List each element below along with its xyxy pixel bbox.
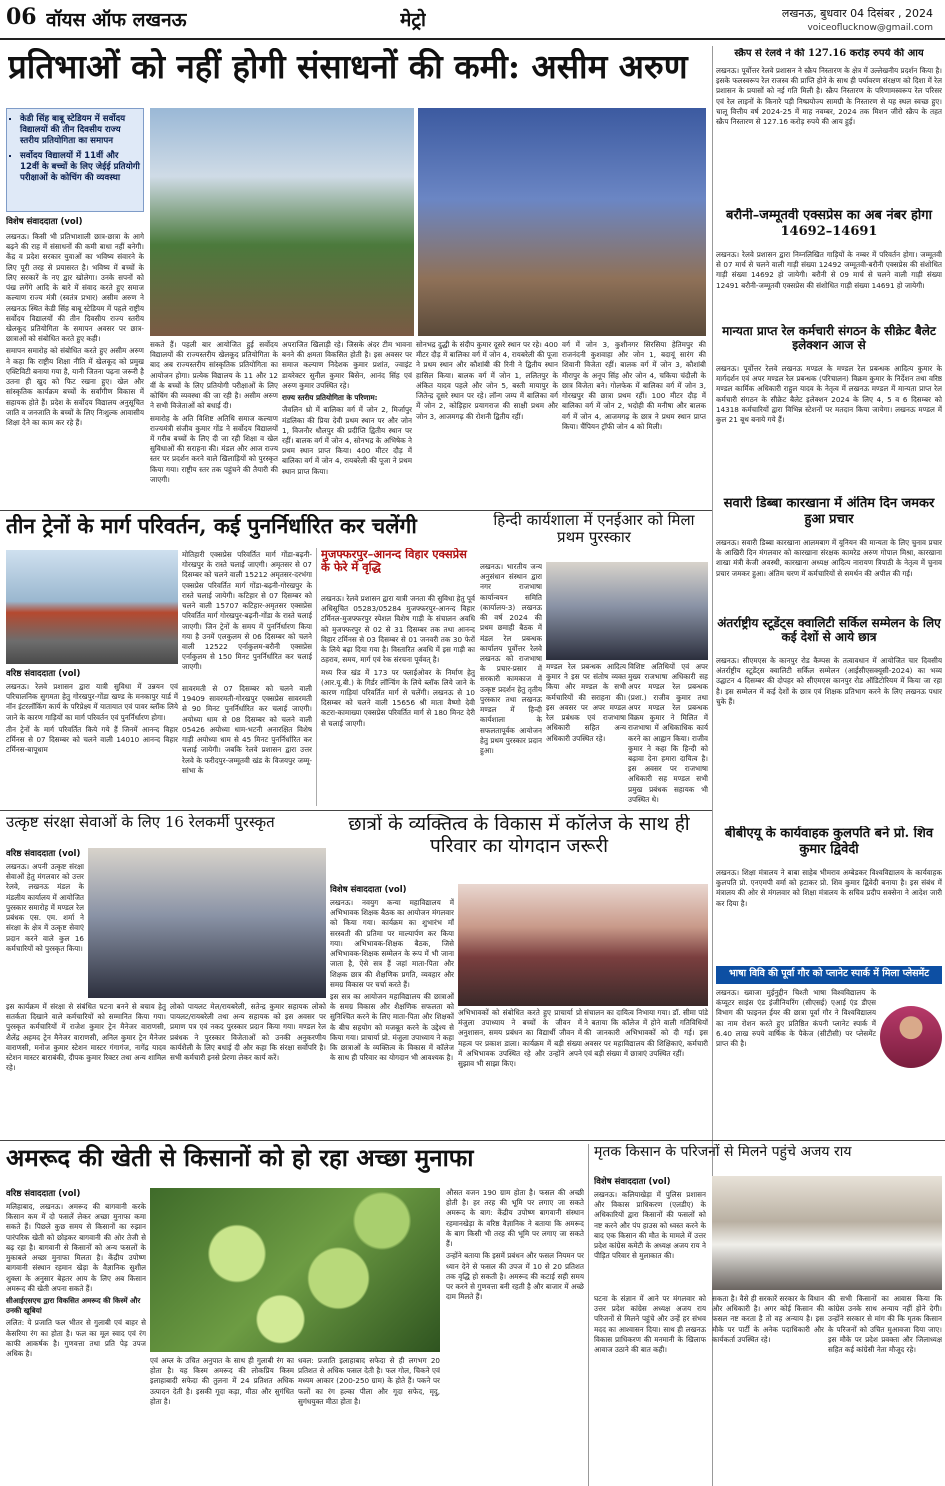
paragraph: लखनऊ। ख्वाजा मुईनुद्दीन चिश्ती भाषा विश्वविद्यालय के कंप्यूटर साइंस एंड इंजीनियरिंग (सीएसई) एआई एंड डीएस विभाग की फाइनल ईयर की छात्रा पूर्वा गौर ने विश्वविद्यालय का नाम रोशन करते हुए प्रतिष्ठित कंपनी प्लानेट स्पार्क में 6.40 लाख रुपये वार्षिक के पैकेज (सीटीसी) पर प्लेसमेंट प्राप्त की है। — [716, 988, 876, 1049]
byline-text: वरिष्ठ संवाददाता — [6, 1189, 56, 1199]
hindi-award-photo — [546, 562, 708, 660]
sidebar-story2-body — [716, 250, 942, 322]
guava-column-4 — [446, 1188, 584, 1482]
guava-column-3 — [298, 1356, 440, 1482]
paragraph: धवल: प्रजाति इलाहाबाद सफेदा से ही लगभग 20 प्रतिशत से अधिक फसल देती है। फल गोल, चिकने एवं मध्यम आकार (200-250 ग्राम) के होते हैं। पकने पर फलों का रंग हल्का पीला और गूदा सफेद, मृदु, सुगंधयुक्त मीठा होता है। — [298, 1356, 440, 1406]
contact-email: voiceoflucknow@gmail.com — [807, 23, 933, 33]
paragraph: उन्होंने बताया कि इसमें प्रबंधन और फसल नियमन पर ध्यान देने से फसल की उपज में 10 से 20 प्रतिशत तक वृद्धि हो सकती है। अमरूद की कटाई सही समय पर करने से गुणवत्ता बनी रहती है और बाजार में अच्छे दाम मिलते हैं। — [446, 1251, 584, 1302]
paragraph: औसत वजन 190 ग्राम होता है। फसल की अच्छी होती है। हर तरह की भूमि पर लगाए जा सकते अमरूद के बाग: केंद्रीय उपोष्ण बागवानी संस्थान रहमानखेड़ा के वरिष्ठ वैज्ञानिक ने बताया कि अमरूद के बाग किसी भी तरह की भूमि पर लगाए जा सकते हैं। — [446, 1188, 584, 1249]
hindi-column-2 — [546, 662, 626, 806]
guava-byline — [6, 1188, 146, 1199]
sidebar-story3-headline: मान्यता प्राप्त रेल कर्मचारी संगठन के सीक्रेट बैलेट इलेक्शन आज से — [722, 324, 936, 353]
college-meeting-photo — [458, 884, 708, 1006]
lead-headline: प्रतिभाओं को नहीं होगी संसाधनों की कमी: असीम अरुण — [8, 48, 688, 86]
college-headline: छात्रों के व्यक्तित्व के विकास में कॉलेज के साथ ही परिवार का योगदान जरूरी — [348, 814, 690, 857]
lead-column-3 — [282, 340, 412, 508]
sidebar-story4-body — [716, 538, 942, 614]
sidebar-story3-body — [716, 364, 942, 494]
college-column-3 — [584, 1008, 708, 1136]
paragraph: समापन समारोह को संबोधित करते हुए असीम अरुण ने कहा कि राष्ट्रीय शिक्षा नीति में खेलकूद को प्रमुख एक्टिविटी बनाया गया है, यानी जितना पढ़ना जरूरी है उतना ही खुद को फिट रखना हुए। खेल और सांस्कृतिक कार्यक्रम बच्चों के सर्वांगीण विकास में सहायक होते हैं। प्रदेश के सर्वोदय विद्यालय अनुसूचित जाति व जनजाति के बच्चों के लिए निःशुल्क आवासीय शिक्षा देने का काम कर रहे हैं। — [6, 346, 144, 427]
paragraph: तीन ट्रेनों के मार्ग परिवर्तित किये गये हैं जिनमें आनन्द विहार टर्मिनस से 07 दिसम्बर को चलने वाली 14010 आनन्द विहार टर्मिनस-बापूधाम — [6, 724, 178, 755]
award-headline: उत्कृष्ट संरक्षा सेवाओं के लिए 16 रेलकर्मी पुरस्कृत — [6, 814, 275, 831]
award-column-3 — [170, 1002, 326, 1136]
sidebar-story1-body — [716, 66, 942, 206]
section-divider — [0, 810, 712, 811]
paragraph: लखनऊ। सवारी डिब्बा कारखाना आलमबाग में यूनियन की मान्यता के लिए चुनाव प्रचार के आखिरी दिन मंगलवार को कारखाना संरक्षक कामरेड अरुण गोपाल मिश्रा, कारखाना शाखा मंत्री केजी अवस्थी, कारखाना अध्यक्ष आदित्य नारायण त्रिपाठी के नेतृत्व में चुनाव प्रचार जमकर हुआ। अंतिम चरण में कर्मचारियों से समर्थन की अपील की गई। — [716, 538, 942, 578]
paragraph: अभिभावकों को संबोधित करते हुए प्राचार्या प्रो मंजुला उपाध्याय ने बच्चों के जीवन में अनुशासन, समय प्रबंधन का विद्यार्थी जीवन में महत्व पर प्रकाश डाला। कार्यक्रम में बड़ी संख्या में अभिभावक उपस्थित रहे और उन्होंने अपने सुझाव भी साझा किए। — [458, 1008, 582, 1069]
sidebar-story7-body — [716, 988, 876, 1136]
guava-column-2 — [150, 1356, 294, 1482]
paragraph: लोको पायलट मेल/रायबरेली, सतेन्द्र कुमार सहायक लोको पायलट/रायबरेली तथा अन्य सहायक को इस अवसर पर प्रमाण पत्र एवं नकद पुरस्कार प्रदान किया गया। मण्डल रेल प्रबंधक ने पुरस्कार विजेताओं को उनकी अनुकरणीय कार्यशैली के लिए बधाई दी और कहा कि संरक्षा सर्वोपरि है। सभी कर्मचारी इनसे प्रेरणा लेकर कार्य करें। — [170, 1002, 326, 1063]
award-column-1 — [6, 862, 84, 1000]
paragraph: लखनऊ। शिक्षा मंत्रालय ने बाबा साहेब भीमराव अम्बेडकर विश्वविद्यालय के कार्यवाहक कुलपति प्रो. एनएमपी वर्मा को हटाकर प्रो. शिव कुमार द्विवेदी बनाया है। इस संबंध में मंत्रालय की ओर से मंगलवार को शिक्षा मंत्रालय के सचिव प्रदीप सक्सेना ने आदेश जारी कर दिया है। — [716, 868, 942, 908]
paragraph: लखनऊ। रेलवे प्रशासन द्वारा यात्री जनता की सुविधा हेतु पूर्व अधिसूचित 05283/05284 मुजफ्फरपुर-आनन्द विहार टर्मिनल-मुजफ्फरपुर स्पेशल विशेष गाड़ी के संचालन अवधि को मुजफ्फरपुर से 02 से 31 दिसम्बर तक तथा आनन्द विहार टर्मिनस से 03 दिसम्बर से 01 जनवरी तक 30 फेरों के लिये बढ़ा दिया गया है। विस्तारित अवधि में इस गाड़ी का ठहराव, समय, मार्ग एवं रेक संरचना पूर्ववत् है। — [321, 594, 475, 665]
sidebar-story6-headline: बीबीएयू के कार्यवाहक कुलपति बने प्रो. शिव कुमार द्विवेदी — [724, 826, 934, 857]
farmer-byline — [594, 1176, 724, 1187]
hindi-headline: हिन्दी कार्यशाला में एनईआर को मिला प्रथम पुरस्कार — [493, 512, 695, 547]
sidebar-story6-body — [716, 868, 942, 964]
guava-headline: अमरूद की खेती से किसानों को हो रहा अच्छा मुनाफा — [6, 1144, 474, 1172]
column-divider — [588, 1144, 589, 1486]
paragraph: संचालन का दायित्व निभाया गया। डॉ. सीमा पांडे ने बताया कि कॉलेज में होने वाली गतिविधियों की जानकारी अभिभावकों को दी गई। इस अवसर पर महाविद्यालय की शिक्षिकाएं, कर्मचारी एवं बड़ी संख्या में छात्राएं उपस्थित रहीं। — [584, 1008, 708, 1058]
sidebar-story2-headline: बरौनी–जम्मूतवी एक्सप्रेस का अब नंबर होगा 14692–14691 — [726, 208, 932, 239]
guava-subhead: सीआईएसएच द्वारा विकसित अमरूद की किस्में और उनकी खूबियां — [6, 1295, 141, 1316]
muzaffarpur-body — [321, 594, 475, 804]
lead-photo-ceremony — [418, 108, 706, 336]
paragraph: मण्डल रेल प्रबन्धक आदित्य कुमार ने इस पर संतोष व्यक्त किया और मण्डल के सभी कर्मचारियों की सराहना की। इस अवसर पर अपर मण्डल रेल प्रबंधक एवं राजभाषा अधिकारी सहित अन्य अधिकारी उपस्थित रहे। — [546, 662, 626, 743]
paragraph: सकता है। वैसे ही सरकारें सरकार के विधान और अधिकारी है। अगर कोई किसान की फसल नष्ट करता है तो वह अन्याय है। इस मौके पर पार्टी के अनेक पदाधिकारी और कार्यकर्ता उपस्थित रहे। — [712, 1294, 824, 1344]
paragraph: लखनऊ। पूर्वोत्तर रेलवे लखनऊ मण्डल के मण्डल रेल प्रबन्धक आदित्य कुमार के मार्गदर्शन एवं अपर मण्डल रेल प्रबन्धक (परिचालन) विक्रम कुमार के निर्देशन तथा वरिष्ठ मण्डल कार्मिक अधिकारी राहुल यादव के नेतृत्व में लखनऊ मण्डल में मान्यता प्राप्त रेल कर्मचारी संगठन के सीक्रेट बैलेट इलेक्शन 2024 के लिए 4, 5 व 6 दिसम्बर को 14318 कर्मचारियों द्वारा विभिन्न स्टेशनों पर मतदान किया जायेगा। लखनऊ मण्डल में कुल 21 बूथ बनाये गये हैं। — [716, 364, 942, 425]
masthead — [0, 0, 945, 40]
lead-byline — [6, 216, 146, 227]
sidebar-story4-headline: सवारी डिब्बा कारखाना में अंतिम दिन जमकर हुआ प्रचार — [723, 496, 935, 527]
paragraph: मोतिहारी एक्सप्रेस परिवर्तित मार्ग गोंडा-बढ़नी-गोरखपुर के रास्ते चलाई जाएगी। अमृतसर से 07 दिसम्बर को चलने वाली 15212 अमृतसर-दरभंगा एक्सप्रेस परिवर्तित मार्ग गोंडा-बढ़नी-गोरखपुर के रास्ते चलाई जायेगी। कटिहार से 07 दिसम्बर को चलने वाली 15707 कटिहार-अमृतसर एक्सप्रेस परिवर्तित मार्ग गोरखपुर-बढ़नी-गोंडा के रास्ते चलाई जाएगी। जिन ट्रेनों के समय में पुनर्निर्धारण किया गया है उनमें एलकुलम से 06 दिसम्बर को चलने वाली 12522 एर्नाकुलम-बरौनी एक्सप्रेस एर्नाकुलम से 150 मिनट पुनर्निर्धारित कर चलाई जाएगी। — [182, 550, 312, 672]
train-column-3 — [182, 684, 312, 806]
byline-text: विशेष संवाददाता — [330, 885, 382, 895]
sidebar-story5-body — [716, 656, 942, 824]
sidebar-story5-headline: अंतर्राष्ट्रीय स्टूडेंट्स क्वालिटी सर्किल सम्मेलन के लिए कई देशों से आये छात्र — [717, 616, 941, 645]
newspaper-name: वॉयस ऑफ लखनऊ — [46, 9, 187, 31]
college-column-2 — [458, 1008, 582, 1136]
byline-tag: (vol) — [58, 1189, 81, 1199]
lead-photo-handshake — [150, 108, 414, 336]
lead-column-1 — [6, 232, 144, 508]
byline-text: वरिष्ठ संवाददाता — [6, 669, 56, 679]
paragraph: लखनऊ। रेलवे प्रशासन द्वारा यात्री सुविधा में उन्नयन एवं परिचालनिक सुगमता हेतु गोरखपुर-गोंडा खण्ड के मनकापुर यार्ड में नॉन इंटरलॉकिंग कार्य के परिप्रेक्ष्य में यातायात एवं पावर ब्लॉक लिये जाने के कारण गाड़ियों का मार्ग परिवर्तन एवं पुनर्निर्धारण होगा। — [6, 682, 178, 722]
paragraph: समारोह के अति विशिष्ट अतिथि समाज कल्याण राज्यमंत्री संजीव कुमार गोंड ने सर्वोदय विद्यालयों में गरीब बच्चों के लिए दी जा रही शिक्षा व खेल सुविधाओं की सराहना की। मंडल और आज राज्य स्तर पर प्रदर्शन करने वाले खिलाड़ियों को पुरस्कृत किया गया। राष्ट्रीय स्तर तक पहुंचने की तैयारी की जाएगी। — [150, 413, 278, 484]
byline-text: विशेष संवाददाता — [594, 1177, 646, 1187]
byline-tag: (vol) — [58, 849, 81, 859]
issue-date: लखनऊ, बुधवार 04 दिसंबर , 2024 — [781, 7, 933, 20]
paragraph: इस सत्र का आयोजन महाविद्यालय की छात्राओं के समग्र विकास और शैक्षणिक सफलता को सुनिश्चित करने के लिए माता-पिता और शिक्षकों के बीच सहयोग को मजबूत करने के उद्देश्य से किया गया। प्राचार्या प्रो. मंजुला उपाध्याय ने कहा कि छात्राओं के व्यक्तित्व के विकास में कॉलेज के साथ ही परिवार का योगदान भी आवश्यक है। — [330, 991, 454, 1063]
paragraph: लखनऊ। सीएमएस के कानपुर रोड कैम्पस के तत्वावधान में आयोजित चार दिवसीय अंतर्राष्ट्रीय स्टूडेंट्स क्वालिटी सर्किल सम्मेलन (आईसीएसक्यूसी-2024) का भव्य उद्घाटन 4 दिसम्बर की दोपहर को सीएमएस कानपुर रोड ऑडिटोरियम में किया जा रहा है। इस सम्मेलन में कई देशों के छात्र एवं शिक्षक प्रतिभाग करने के लिए लखनऊ पधार चुके हैं। — [716, 656, 942, 706]
paragraph: इस कार्यक्रम में संरक्षा से संबंधित घटना बनने से बचाव हेतु सतर्कता दिखाने वाले कर्मचारियों को सम्मानित किया गया। पुरस्कृत कर्मचारियों में राजेश कुमार ट्रेन मैनेजर वाराणसी, शैलेंद्र अहमद ट्रेन मैनेजर वाराणसी, अनिल कुमार ट्रेन मैनेजर वाराणसी, मनोज कुमार स्टेशन मास्टर गंगागंज, नागेंद्र यादव स्टेशन मास्टर बाराबंकी, दीपक कुमार रिक्टर तथा अन्य शामिल रहे। — [6, 1002, 166, 1073]
award-byline — [6, 848, 86, 859]
byline-tag: (vol) — [60, 217, 83, 227]
muzaffarpur-headline: मुजफ्फरपुर–आनन्द विहार एक्सप्रेस के फेरे में वृद्धि — [321, 548, 467, 575]
page-number: 06 — [6, 4, 37, 30]
paragraph: घटना के संज्ञान में आने पर मंगलवार को उत्तर प्रदेश कांग्रेस अध्यक्ष अजय राय परिजनों से मिलने पहुंचे और उन्हें हर संभव मदद का आश्वासन दिया। साथ ही लखनऊ विकास प्राधिकरण की मनमानी के खिलाफ आवाज उठाने की बात कही। — [594, 1294, 706, 1355]
lead-column-4 — [416, 340, 558, 508]
highlight-item: ▪ सर्वोदय विद्यालयों में 11वीं और 12वीं के बच्चों के लिए जेईई प्रतियोगी परीक्षाओं के कोचिंग की व्यवस्था — [20, 151, 140, 185]
train-headline: तीन ट्रेनों के मार्ग परिवर्तन, कई पुनर्निर्धारित कर चलेंगी — [6, 514, 417, 538]
section-divider — [0, 510, 712, 511]
paragraph: सकते हैं। पहली बार आयोजित हुई सर्वोदय विद्यालयों की राज्यस्तरीय खेलकूद प्रतियोगिता के बाद अब राज्यस्तरीय सांस्कृतिक प्रतियोगिता का आयोजन होगा। प्रत्येक विद्यालय के 11 और 12 वीं के बच्चों के लिए प्रतियोगी परीक्षाओं के लिए कोचिंग की व्यवस्था की जा रही है। असीम अरुण ने सभी विजेताओं को बधाई दी। — [150, 340, 278, 411]
lead-highlights — [6, 108, 144, 212]
award-group-photo — [88, 848, 326, 998]
farmer-column-4 — [828, 1294, 942, 1482]
farmer-column-1 — [594, 1190, 706, 1290]
hindi-column-3 — [628, 662, 708, 806]
byline-text: वरिष्ठ संवाददाता — [6, 849, 56, 859]
section-divider — [0, 1140, 945, 1141]
lead-column-2 — [150, 340, 278, 508]
guava-column-1 — [6, 1202, 146, 1482]
paragraph: अपराजित खिलाड़ी रहे। जिसके अंदर टीम भावना बनने की क्षमता विकसित होती है। इस अवसर पर समाज कल्याण निदेशक कुमार प्रशांत, ज्वाइंट डायरेक्टर सुनील कुमार बिसेन, आनंद सिंह एवं अरुण कुमार उपस्थित रहे। — [282, 340, 412, 390]
farmer-column-3 — [712, 1294, 824, 1482]
paragraph: लखनऊ। रेलवे प्रशासन द्वारा निम्नलिखित गाड़ियों के नम्बर में परिवर्तन होगा। जम्मूतवी से 07 मार्च से चलने वाली गाड़ी संख्या 12492 जम्मूतवी-बरौनी एक्सप्रेस की संशोधित गाड़ी संख्या 14692 हो जायेगी। बरौनी से 09 मार्च से चलने वाली गाड़ी संख्या 12491 बरौनी-जम्मूतवी एक्सप्रेस की संशोधित गाड़ी संख्या 14691 हो जायेगी। — [716, 250, 942, 290]
result-heading: राज्य स्तरीय प्रतियोगिता के परिणाम: — [282, 393, 378, 403]
byline-tag: (vol) — [648, 1177, 671, 1187]
lead-column-5 — [562, 340, 706, 508]
college-column-1 — [330, 898, 454, 1136]
train-column-1 — [6, 682, 178, 806]
muzaffarpur-box — [316, 548, 476, 806]
farmer-visit-photo — [712, 1176, 942, 1290]
paragraph: लखनऊ। किसी भी प्रतिभाशाली छात्र-छात्रा के आगे बढ़ने की राह में संसाधनों की कमी बाधा नहीं बनेगी। केंद्र व प्रदेश सरकार युवाओं का भविष्य संवारने के लिए पूरी तरह से प्रयासरत है। भविष्य में बच्चों के लिए सरकारें के नए द्वार खोलेगा। उनके सपनों को पंख लगेंगे आदि के बारे में संवाद करते हुए समाज कल्याण राज्य मंत्री (स्वतंत्र प्रभार) असीम अरुण ने लखनऊ स्थित केडी सिंह बाबू स्टेडियम में पहले राष्ट्रीय सर्वोदय विद्यालयों की तीन दिवसीय राज्य स्तरीय खेलकूद प्रतियोगिता के समापन अवसर पर छात्र-छात्राओं को संबोधित करते हुए कही। — [6, 232, 144, 344]
byline-tag: (vol) — [384, 885, 407, 895]
paragraph: एवं अम्ल के उचित अनुपात के साथ ही गुलाबी रंग का होता है। यह किस्म अमरूद की लोकप्रिय किस्म इलाहाबादी सफेदा की तुलना में 24 प्रतिशत अधिक उत्पादन देती है। इसकी गूदा कड़ा, मीठा और सुगंधित होता है। — [150, 1356, 294, 1406]
paragraph: मध्य रिज खंड में 173 पर फ्लाईओवर के निर्माण हेतु (आर.यू.बी.) के गिर्डर लॉन्चिंग के लिये ब्लॉक लिये जाने के कारण गाड़ियां परिवर्तित मार्ग से चलेंगी। लखनऊ से 10 दिसम्बर को चलने वाली 15656 श्री माता वैष्णो देवी कटरा-कामाख्या एक्सप्रेस परिवर्तित मार्ग से 180 मिनट देरी से चलाई जाएगी। — [321, 667, 475, 728]
paragraph: जैवलिन थ्रो में बालिका वर्ग में जोन 2, मिर्जापुर मंडलिका की प्रिया देवी प्रथम स्थान पर और जोन 1, विजनौर धौलपुर की प्रदीप्ति द्वितीय स्थान पर रहीं। बालक वर्ग में जोन 4, सोनभद्र के अभिषेक ने प्रथम स्थान प्राप्त किया। 400 मीटर दौड़ में बालिका वर्ग में जोन 4, रायबरेली की पूजा ने प्रथम स्थान प्राप्त किया। — [282, 405, 412, 476]
train-byline — [6, 668, 178, 679]
paragraph: लखनऊ। भारतीय जन्य अनुसंधान संस्थान द्वारा नगर राजभाषा कार्यान्वयन समिति (कार्यालय-3) लखनऊ की वर्ष 2024 की प्रथम छमाही बैठक में मंडल रेल प्रबन्धक कार्यालय पूर्वोत्तर रेलवे लखनऊ को राजभाषा के प्रचार-प्रसार में सरकारी कामकाज में उत्कृष्ट प्रदर्शन हेतु तृतीय पुरस्कार तथा लखनऊ मण्डल में हिन्दी कार्यशाला के सफलतापूर्वक आयोजन हेतु प्रथम पुरस्कार प्रदान हुआ। — [480, 562, 542, 755]
award-column-2 — [6, 1002, 166, 1136]
hindi-column-1 — [480, 562, 542, 806]
highlight-item: ▪ केडी सिंह बाबू स्टेडियम में सर्वोदय विद्यालयों की तीन दिवसीय राज्य स्तरीय प्रतियोगिता का समापन — [20, 114, 140, 148]
farmer-headline: मृतक किसान के परिजनों से मिलने पहुंचे अजय राय — [594, 1144, 852, 1160]
paragraph: लखनऊ। कलियाखेड़ा में पुलिस प्रशासन और विकास प्राधिकरण (एलडीए) के अधिकारियों द्वारा किसानों की फसलों को नष्ट करने और पंप हाउस को ध्वस्त करने के बाद एक किसान की मौत के मामले में उत्तर प्रदेश कांग्रेस कमेटी के अध्यक्ष अजय राय ने पीड़ित परिवार से मुलाकात की। — [594, 1190, 706, 1261]
paragraph: लखनऊ। पूर्वोत्तर रेलवे प्रशासन ने स्क्रैप निस्तारण के क्षेत्र में उल्लेखनीय प्रदर्शन किया है। इसके फलस्वरूप रेल राजस्व की प्राप्ति होने के साथ ही पर्यावरण संरक्षण को दिशा में रेल प्रशासन के प्रयासों को नई गति मिली है। स्क्रैप निस्तारण के परिणामस्वरूप रेल परिसर एवं रेल लाइनों के किनारे पड़ी निष्प्रयोज्य सामग्री के निस्तारण से यह स्थल स्वच्छ हुए। चालू वित्तीय वर्ष 2024-25 में माह नवम्बर, 2024 तक मिशन जीरो स्क्रैप के तहत स्क्रैप निस्तारण से 127.16 करोड़ रुपये की आय हुई। — [716, 66, 942, 127]
byline-text: विशेष संवाददाता — [6, 217, 58, 227]
paragraph: लखनऊ। अपनी उत्कृष्ट संरक्षा सेवाओं हेतु मंगलवार को उत्तर रेलवे, लखनऊ मंडल के मंडलीय कार्यालय में आयोजित पुरस्कार समारोह में मण्डल रेल प्रबंधक एस. एम. शर्मा ने संरक्षा के क्षेत्र में उत्कृष्ट सेवाएं प्रदान करने वाले कुल 16 कर्मचारियों को पुरस्कृत किया। — [6, 862, 84, 953]
sidebar-story1-headline: स्क्रैप से रेलवे ने की 127.16 करोड़ रुपये की आय — [734, 48, 924, 59]
paragraph: विशिष्ट अतिथियों एवं अपर मुख्य राजभाषा अधिकारी सह अपर मण्डल रेल प्रबन्धक (प्रशा.) राजीव कुमार तथा अपर मण्डल रेल प्रबन्धक विक्रम कुमार ने मिलित में राजभाषा में अधिकाधिक कार्य करने का आह्वान किया। राजीव कुमार ने कहा कि हिन्दी को बढ़ावा देना हमारा दायित्व है। इस अवसर पर राजभाषा अधिकारी सह मण्डल सभी प्रमुख प्रबंधक सहायक भी उपस्थित थे। — [628, 662, 708, 804]
college-byline — [330, 884, 450, 895]
paragraph: लखनऊ। नवयुग कन्या महाविद्यालय में अभिभावक शिक्षक बैठक का आयोजन मंगलवार को किया गया। कार्यक्रम का शुभारंभ माँ सरस्वती की प्रतिमा पर माल्यार्पण कर किया गया। अभिभावक-शिक्षक बैठक, जिसे अभिभावक-शिक्षक सम्मेलन के रूप में भी जाना जाता है, ऐसे सत्र हैं जहां माता-पिता और शिक्षक छात्र की शैक्षणिक प्रगति, व्यवहार और समग्र विकास पर चर्चा करते हैं। — [330, 898, 454, 989]
paragraph: ललित: ये प्रजाति फल भीतर से गुलाबी एवं बाहर से केसरिया रंग का होता है। फल का मूल स्वाद एवं रंग काफी आकर्षक है। गुणवत्ता तथा प्रति पेड़ उपज अधिक है। — [6, 1318, 146, 1359]
guava-photo — [150, 1188, 440, 1352]
farmer-column-2 — [594, 1294, 706, 1482]
byline-tag: (vol) — [58, 669, 81, 679]
sidebar-story7-headline: भाषा विवि की पूर्वा गौर को प्लानेट स्पार्क में मिला प्लेसमेंट — [716, 966, 942, 984]
section-name: मेट्रो — [400, 9, 426, 31]
train-photo — [6, 550, 178, 664]
paragraph: सोनभद्र दुद्धी के संदीप कुमार दूसरे स्थान पर रहे। 400 मीटर दौड़ में बालिका वर्ग में जोन 4, रायबरेली की पूजा ने प्रथम स्थान और कौशांबी की रिनी ने द्वितीय स्थान हासिल किया। बालक वर्ग में जोन 1, ललितपुर के अंकित यादव पहले और जोन 5, बस्ती मायापुर के जितेन्द्र दूसरे स्थान पर रहे। लॉन्ग जम्प में बालिका वर्ग में जोन 2, कोड़िहार प्रयागराज की साक्षी प्रथम और जोन 3, आजमगढ़ की रोशनी द्वितीय रहीं। — [416, 340, 558, 421]
paragraph: मलिहाबाद, लखनऊ। अमरूद की बागवानी करके किसान कम में दो फसलें लेकर अच्छा मुनाफा कमा सकते हैं। पिछले कुछ समय से किसानों का रुझान पारंपरिक खेती को छोड़कर बागवानी की ओर तेजी से बढ़ रहा है। बागवानी से किसानों को अन्य फसलों के मुकाबले अच्छा मुनाफा मिलता है। केंद्रीय उपोष्ण बागवानी संस्थान रहमान खेड़ा के वैज्ञानिक सुशील शुक्ला के अनुसार बेहतर आय के लिए अब किसान अमरूद की खेती अपना सकते हैं। — [6, 1202, 146, 1293]
paragraph: सावरमती से 07 दिसम्बर को चलने वाली 19409 सावरमती-गोरखपुर एक्सप्रेस सावरमती से 90 मिनट पुनर्निर्धारित कर चलाई जाएगी। अयोध्या धाम से 08 दिसम्बर को चलने वाली 05426 अयोध्या धाम-भटनी अनारक्षित विशेष गाड़ी अयोध्या धाम से 45 मिनट पुनर्निर्धारित कर चलाई जायेगी। जबकि रेलवे प्रशासन द्वारा उत्तर रेलवे के फरीदपुर-जम्मूतवी खंड के विजयपुर जम्मू-सांभा के — [182, 684, 312, 775]
student-portrait — [880, 1006, 942, 1068]
paragraph: की सभी किसानों का आवास किया कि कांग्रेस उनके साथ अन्याय नहीं होने देगी। उन्होंने सरकार से मांग की कि मृतक किसान के परिजनों को उचित मुआवजा दिया जाए। इस मौके पर प्रदेश प्रवक्ता और जिलाध्यक्ष सहित कई कांग्रेसी नेता मौजूद रहे। — [828, 1294, 942, 1355]
paragraph: वर्ग में जोन 3, कुशीनगर सिरसिया हेतिमपुर की राजनंदनी कुशवाहा और जोन 1, बदायूं सारंग की शिवानी विजेता रहीं। बालक वर्ग में जोन 3, कौशांबी मीरापुर के अनूप सिंह और जोन 4, चकिया चंदौली के छात्र विजेता बने। गोलफेक में बालिका वर्ग में जोन 3, गोरखपुर की छात्रा प्रथम रहीं। 100 मीटर दौड़ में बालिका वर्ग में जोन 2, भदोही की मनीषा और बालक वर्ग में जोन 4, आजमगढ़ के छात्र ने प्रथम स्थान प्राप्त किया। चैंपियन ट्रॉफी जोन 4 को मिली। — [562, 340, 706, 431]
